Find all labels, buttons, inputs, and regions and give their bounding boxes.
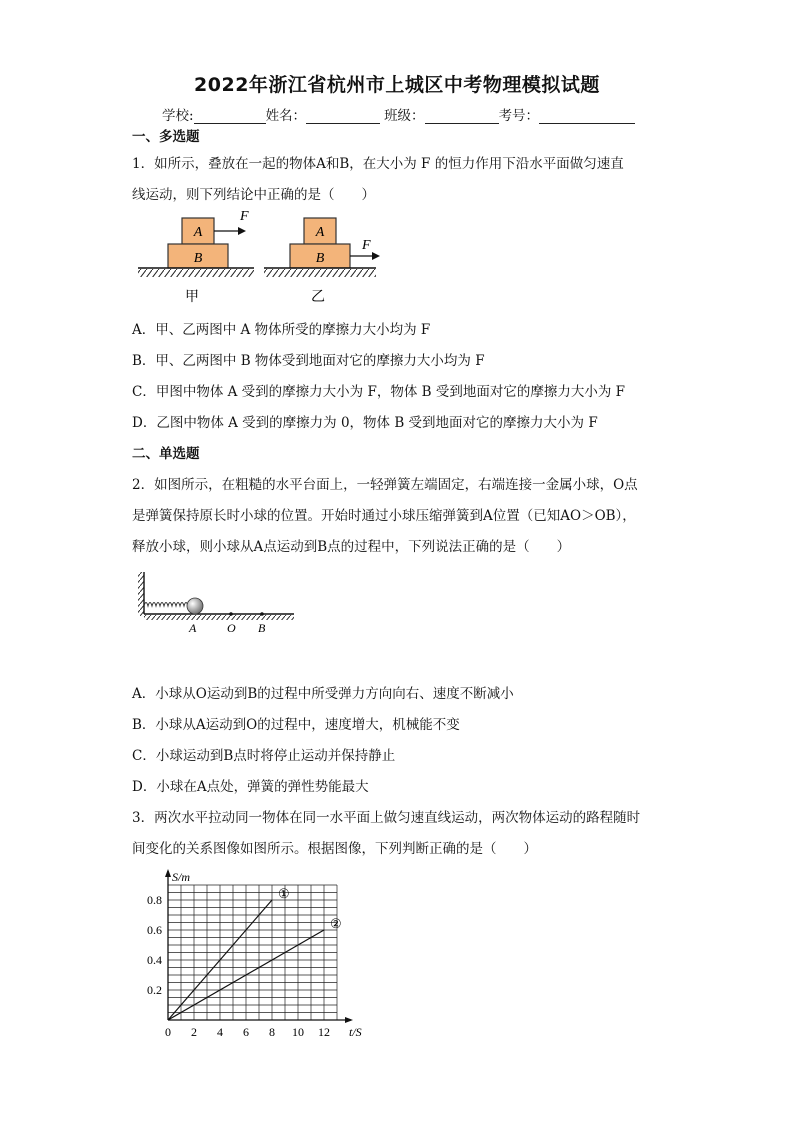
y-tick-label: 0.4 <box>147 953 162 967</box>
q2-option-d[interactable]: D．小球在A点处，弹簧的弹性势能最大 <box>132 779 369 795</box>
q1-figure <box>134 206 384 306</box>
page-title: 2022年浙江省杭州市上城区中考物理模拟试题 <box>194 74 600 96</box>
q1-option-c[interactable]: C．甲图中物体 A 受到的摩擦力大小为 F，物体 B 受到地面对它的摩擦力大小为 F <box>132 384 625 400</box>
y-axis-label: S/m <box>172 870 190 884</box>
y-axis-arrow <box>165 869 171 877</box>
y-tick-label: 0.8 <box>147 893 162 907</box>
label-o: O <box>227 621 236 635</box>
spring <box>144 603 192 607</box>
q3-stem-line1: 3．两次水平拉动同一物体在同一水平面上做匀速直线运动，两次物体运动的路程随时 <box>132 810 641 826</box>
student-info-row <box>162 104 635 124</box>
series-label-1: ① <box>278 886 290 901</box>
block-b-label: B <box>315 251 325 266</box>
x-tick-label: 8 <box>269 1025 275 1039</box>
point-b <box>260 612 264 616</box>
q1-stem-line2: 线运动，则下列结论中正确的是（ ） <box>132 187 375 203</box>
section-heading-multi: 一、多选题 <box>132 129 200 145</box>
x-tick-label: 12 <box>318 1025 330 1039</box>
series-label-2: ② <box>330 916 342 931</box>
section-heading-single: 二、单选题 <box>132 446 200 462</box>
label-b: B <box>258 621 266 635</box>
y-tick-label: 0.2 <box>147 983 162 997</box>
force-label-yi: F <box>362 238 371 253</box>
q3-st-chart <box>130 868 380 1048</box>
name-blank[interactable] <box>306 109 380 124</box>
x-tick-label: 10 <box>292 1025 304 1039</box>
caption-yi: 乙 <box>311 290 325 305</box>
exam-no-label: 考号： <box>498 108 540 124</box>
figure-yi <box>264 218 380 305</box>
force-label-jia: F <box>240 209 249 224</box>
x-tick-label: 2 <box>191 1025 197 1039</box>
q2-option-a[interactable]: A．小球从O运动到B的过程中所受弹力方向向右、速度不断减小 <box>132 686 514 702</box>
class-label: 班级： <box>384 108 425 124</box>
q2-stem-line1: 2．如图所示，在粗糙的水平台面上，一轻弹簧左端固定，右端连接一金属小球，O点 <box>132 477 638 493</box>
exam-no-blank[interactable] <box>539 109 635 124</box>
metal-ball <box>187 598 203 614</box>
label-a: A <box>189 621 197 635</box>
point-o <box>229 612 233 616</box>
school-label: 学校: <box>162 108 194 124</box>
q2-figure <box>130 568 300 638</box>
class-blank[interactable] <box>425 109 499 124</box>
x-axis-arrow <box>345 1017 353 1023</box>
x-tick-label: 6 <box>243 1025 249 1039</box>
q1-stem-line1: 1．如所示，叠放在一起的物体A和B，在大小为 F 的恒力作用下沿水平面做匀速直 <box>132 156 624 172</box>
x-tick-label: 4 <box>217 1025 223 1039</box>
block-a-label: A <box>315 225 325 240</box>
school-blank[interactable] <box>194 109 266 124</box>
q2-option-c[interactable]: C．小球运动到B点时将停止运动并保持静止 <box>132 748 396 764</box>
q3-stem-line2: 间变化的关系图像如图所示。根据图像，下列判断正确的是（ ） <box>132 841 537 857</box>
q1-option-a[interactable]: A．甲、乙两图中 A 物体所受的摩擦力大小均为 F <box>132 322 431 338</box>
q2-stem-line2: 是弹簧保持原长时小球的位置。开始时通过小球压缩弹簧到A位置（已知AO＞OB）， <box>132 508 636 524</box>
x-tick-label: 0 <box>165 1025 171 1039</box>
q1-option-d[interactable]: D．乙图中物体 A 受到的摩擦力为 0，物体 B 受到地面对它的摩擦力大小为 F <box>132 415 598 431</box>
block-a-label: A <box>193 225 203 240</box>
block-b-label: B <box>193 251 203 266</box>
q2-stem-line3: 释放小球，则小球从A点运动到B点的过程中，下列说法正确的是（ ） <box>132 539 571 555</box>
name-label: 姓名： <box>265 108 307 124</box>
x-axis-label: t/S <box>349 1025 362 1039</box>
y-tick-label: 0.6 <box>147 923 162 937</box>
q1-option-b[interactable]: B．甲、乙两图中 B 物体受到地面对它的摩擦力大小均为 F <box>132 353 485 369</box>
wall-hatch <box>138 572 144 616</box>
q2-option-b[interactable]: B．小球从A运动到O的过程中，速度增大，机械能不变 <box>132 717 460 733</box>
caption-jia: 甲 <box>185 290 199 305</box>
figure-jia <box>138 209 254 305</box>
